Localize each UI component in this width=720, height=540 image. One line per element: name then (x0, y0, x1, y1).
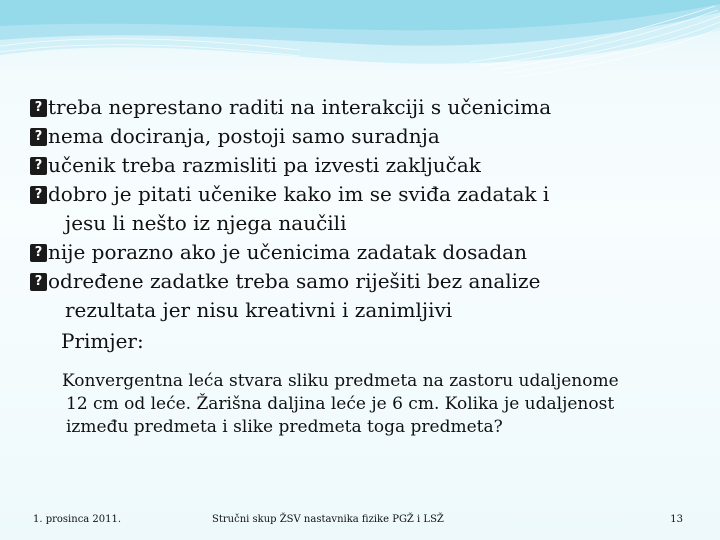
bullet-glyph-icon (30, 273, 47, 291)
bullet-glyph-icon (30, 128, 47, 146)
bullet-item (30, 151, 670, 180)
bullet-text: nema dociranja, postoji samo suradnja (48, 124, 440, 148)
bullet-text: učenik treba razmisliti pa izvesti zaključak (48, 153, 481, 177)
example-text-line: Konvergentna leća stvara sliku predmeta na zastoru udaljenome (62, 371, 619, 391)
example-text-line: 12 cm od leće. Žarišna daljina leće je 6 cm. Kolika je udaljenost (66, 394, 615, 414)
bullet-list (30, 93, 670, 439)
footer-page-number: 13 (670, 514, 683, 525)
bullet-item (30, 238, 670, 267)
header-wave-decoration (0, 0, 720, 90)
bullet-item (30, 267, 670, 296)
bullet-text: određene zadatke treba samo riješiti bez analize (48, 269, 541, 293)
bullet-item (30, 93, 670, 122)
footer-date: 1. prosinca 2011. (33, 514, 122, 525)
bullet-glyph-icon (30, 99, 47, 117)
footer-event: Stručni skup ŽSV nastavnika fizike PGŽ i LSŽ (212, 514, 444, 525)
bullet-text: treba neprestano raditi na interakciji s učenicima (48, 95, 552, 119)
bullet-text: dobro je pitati učenike kako im se sviđa zadatak i (48, 182, 550, 206)
bullet-item (30, 122, 670, 151)
bullet-glyph-icon (30, 186, 47, 204)
bullet-text-continuation: rezultata jer nisu kreativni i zanimljivi (65, 298, 453, 322)
bullet-glyph-icon (30, 244, 47, 262)
bullet-text-continuation: jesu li nešto iz njega naučili (65, 211, 347, 235)
bullet-item (30, 180, 670, 209)
example-label: Primjer: (61, 329, 144, 353)
example-problem-text (30, 370, 670, 439)
bullet-glyph-icon (30, 157, 47, 175)
example-text-line: između predmeta i slike predmeta toga predmeta? (66, 417, 503, 437)
bullet-text: nije porazno ako je učenicima zadatak dosadan (48, 240, 527, 264)
